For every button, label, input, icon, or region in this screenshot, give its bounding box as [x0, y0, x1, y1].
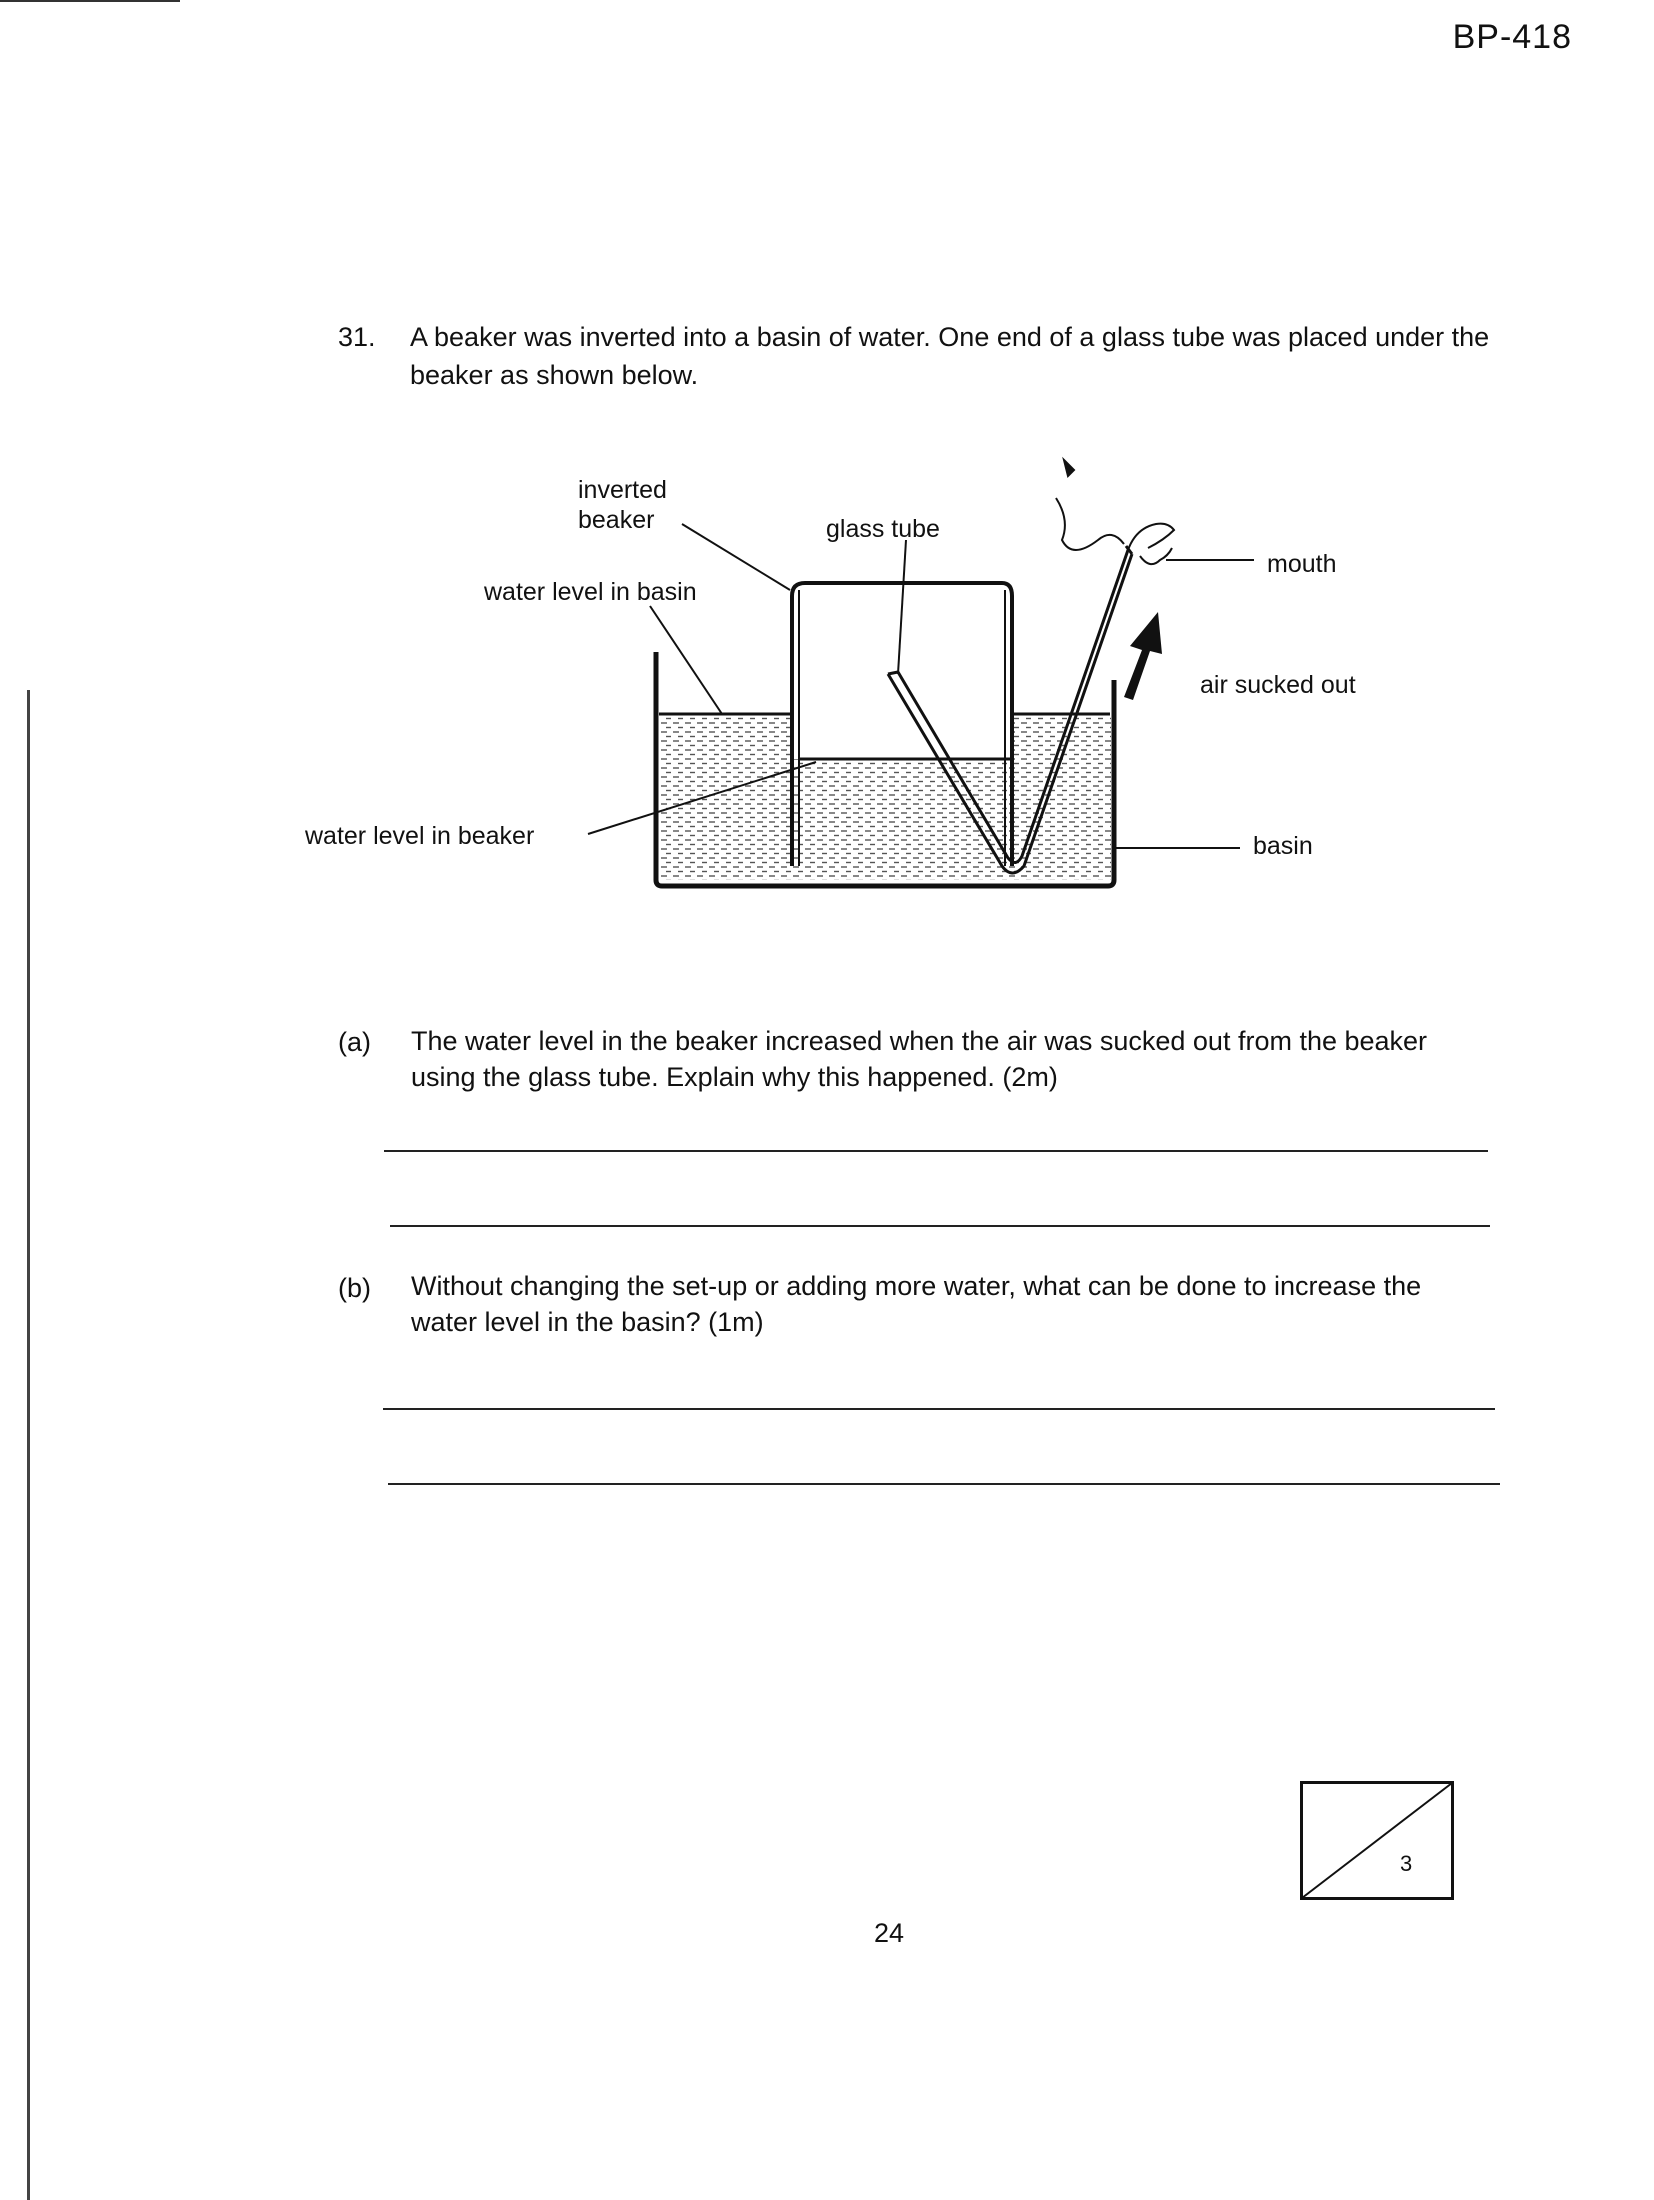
label-air-sucked-out: air sucked out: [1200, 671, 1356, 699]
part-a-letter: (a): [338, 1027, 371, 1057]
question-text: A beaker was inverted into a basin of water. One end of a glass tube was placed under the beaker as shown below.: [410, 322, 1490, 390]
air-out-arrow-icon: [1124, 612, 1162, 700]
question-number: 31.: [338, 322, 376, 352]
label-mouth: mouth: [1267, 550, 1337, 578]
page-number: 24: [873, 1918, 905, 1948]
marks-box-frame: [1300, 1781, 1454, 1900]
part-b-text: Without changing the set-up or adding more water, what can be done to increase the water level in the basin? (1m): [411, 1271, 1422, 1337]
answer-line-b1[interactable]: [383, 1408, 1495, 1410]
mouth-sketch: [1056, 460, 1174, 564]
label-basin: basin: [1253, 832, 1313, 860]
label-water-level-beaker: water level in beaker: [305, 822, 535, 850]
label-inverted-beaker: inverted beaker: [578, 476, 667, 534]
label-water-level-basin: water level in basin: [484, 578, 697, 606]
paper-code: BP-418: [1452, 18, 1572, 56]
marks-box: [1300, 1781, 1454, 1900]
label-glass-tube: glass tube: [826, 515, 940, 543]
marks-total: 3: [1400, 1851, 1413, 1876]
apparatus-diagram: [0, 0, 1654, 1000]
answer-line-a1[interactable]: [384, 1150, 1488, 1152]
part-a-text: The water level in the beaker increased when the air was sucked out from the beaker using the glass tube. Explain why this happened. (2m): [411, 1026, 1428, 1092]
part-b-letter: (b): [338, 1273, 371, 1303]
answer-line-b2[interactable]: [388, 1483, 1500, 1485]
answer-line-a2[interactable]: [390, 1225, 1490, 1227]
